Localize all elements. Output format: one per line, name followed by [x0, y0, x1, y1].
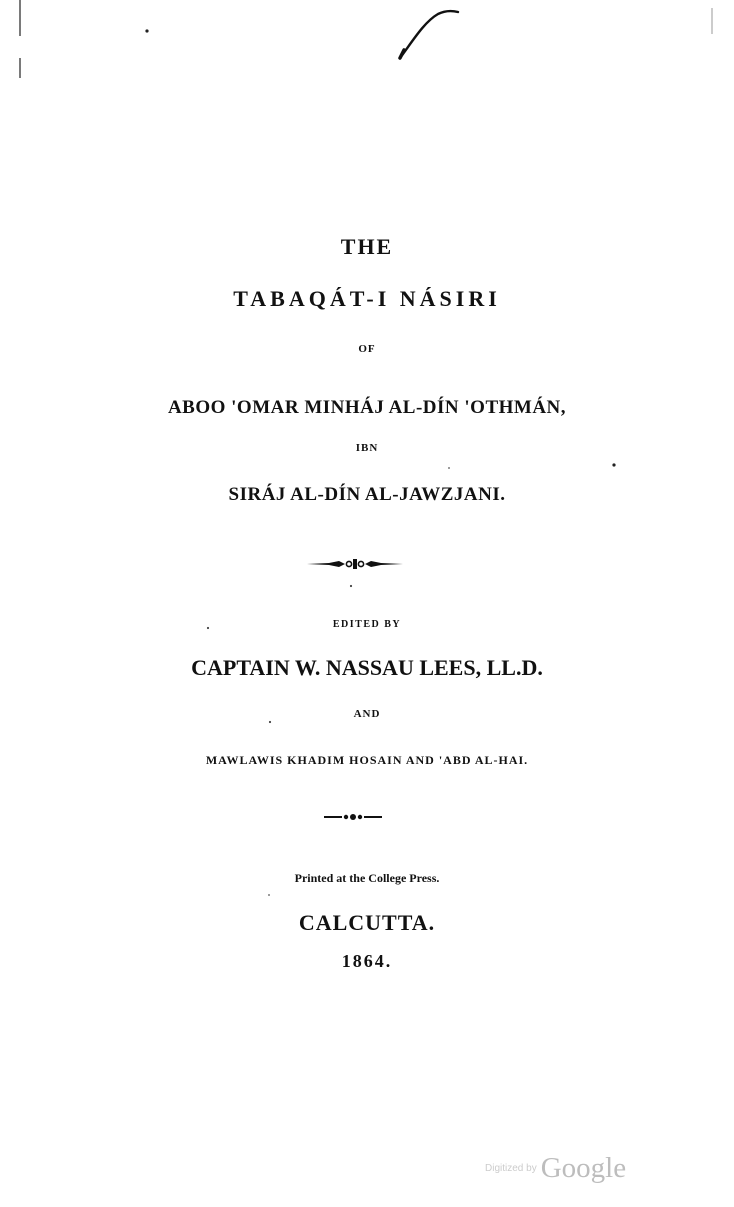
pen-stroke-mark: [390, 4, 470, 64]
place-of-publication: CALCUTTA.: [298, 910, 436, 935]
author-line-2: SIRÁJ AL-DÍN AL-JAWZJANI.: [228, 484, 506, 505]
book-title: TABAQÁT-I NÁSIRI: [233, 286, 501, 311]
ornament-divider-large: [305, 557, 405, 571]
editor-line-2: MAWLAWIS KHADIM HOSAIN AND 'ABD AL-HAI.: [205, 753, 529, 767]
google-logo-text: Google: [540, 1152, 627, 1184]
digitized-by-label: Digitized by: [485, 1163, 537, 1174]
ibn-connector: IBN: [355, 442, 379, 454]
publication-year: 1864.: [341, 951, 393, 971]
title-the: THE: [340, 234, 394, 259]
editor-line-1: CAPTAIN W. NASSAU LEES, LL.D.: [191, 655, 543, 680]
and-connector: AND: [353, 708, 381, 720]
printed-at-line: Printed at the College Press.: [294, 871, 440, 885]
edited-by-label: EDITED BY: [332, 619, 402, 630]
google-watermark: [485, 1152, 645, 1192]
of-connector: OF: [358, 343, 376, 355]
ornament-divider-small: [322, 812, 384, 822]
author-line-1: ABOO 'OMAR MINHÁJ AL-DÍN 'OTHMÁN,: [167, 397, 567, 418]
